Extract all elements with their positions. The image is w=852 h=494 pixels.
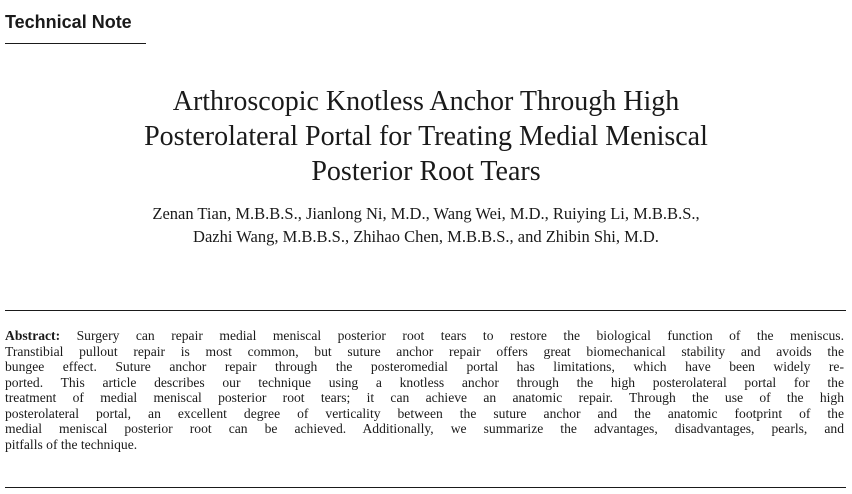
article-title-line: Arthroscopic Knotless Anchor Through High (172, 86, 680, 117)
section-label: Technical Note (5, 12, 132, 32)
abstract-line: treatment of medial meniscal posterior root tears; it can achieve an anatomic repair. Through the use of the high (5, 390, 844, 405)
author-line: Zenan Tian, M.B.B.S., Jianlong Ni, M.D., Wang Wei, M.D., Ruiying Li, M.B.B.S., (152, 204, 700, 223)
abstract-label: Abstract: (5, 328, 61, 343)
abstract-line: posterolateral portal, an excellent degree of verticality between the suture anchor and the anatomic footprint of the (5, 405, 844, 421)
abstract-line (5, 328, 844, 344)
article-title (0, 84, 852, 189)
article-title-line: Posterolateral Portal for Treating Medial Meniscal (144, 121, 708, 152)
abstract-top-divider (5, 310, 846, 311)
abstract-text: Surgery can repair medial meniscal posterior root tears to restore the biological function of the meniscus. (60, 328, 844, 343)
author-line: Dazhi Wang, M.B.B.S., Zhihao Chen, M.B.B.S., and Zhibin Shi, M.D. (193, 227, 659, 246)
section-label-underline (5, 43, 146, 44)
article-title-line: Posterior Root Tears (311, 156, 541, 187)
abstract-line: pitfalls of the technique. (5, 436, 138, 452)
abstract-line: bungee effect. Suture anchor repair through the posteromedial portal has limitations, which have been widely re- (5, 359, 844, 374)
author-list (0, 202, 852, 248)
abstract-line: Transtibial pullout repair is most common, but suture anchor repair offers great biomechanical stability and avoids the (5, 343, 844, 359)
abstract-line: medial meniscal posterior root can be achieved. Additionally, we summarize the advantages, disadvantages, pearls, and (5, 421, 844, 436)
abstract-block (5, 328, 844, 452)
abstract-bottom-divider (5, 487, 846, 488)
abstract-line: ported. This article describes our technique using a knotless anchor through the high posterolateral portal for the (5, 374, 844, 390)
